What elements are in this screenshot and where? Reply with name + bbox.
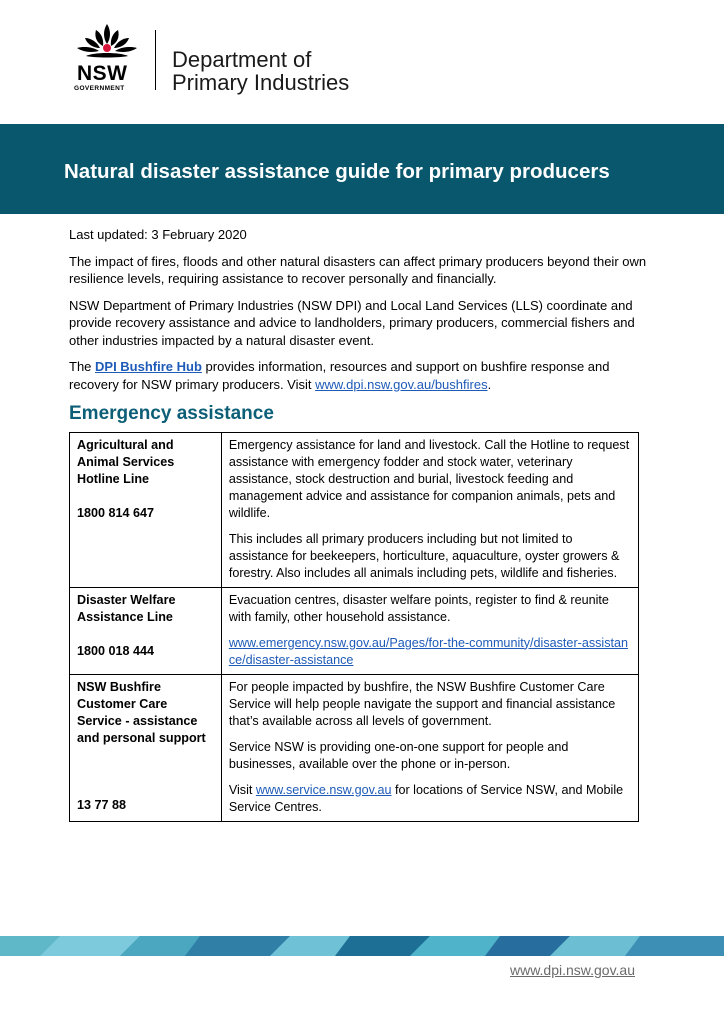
- service-description-cell: [221, 587, 638, 674]
- intro-paragraph-2: NSW Department of Primary Industries (NSW DPI) and Local Land Services (LLS) coordinate and provide recovery assistance and advice to landholders, primary producers, commercial fishers and other industries impacted by a natural disaster event.: [69, 297, 635, 348]
- header-divider: [155, 30, 156, 90]
- table-row: [70, 587, 639, 674]
- nsw-government-logo[interactable]: [72, 22, 142, 94]
- footer-stripe: [0, 936, 724, 956]
- page-header: [0, 0, 724, 124]
- service-name-cell: [70, 587, 222, 674]
- service-description: Service NSW is providing one-on-one support for people and businesses, available over the phone or in-person.: [228, 739, 569, 771]
- page-title: Natural disaster assistance guide for primary producers: [64, 160, 610, 183]
- dpi-bushfire-hub-link[interactable]: DPI Bushfire Hub: [95, 359, 202, 374]
- desc3-suffix: for locations of Service NSW, and Mobile Service Centres.: [228, 782, 624, 814]
- bushfires-url-link[interactable]: www.dpi.nsw.gov.au/bushfires: [315, 376, 488, 392]
- para3-prefix: The: [69, 359, 96, 374]
- main-content: [69, 226, 659, 822]
- service-description: This includes all primary producers including but not limited to assistance for beekeepers, horticulture, aquaculture, oyster growers & forestry. Also includes all animals including pets, wildlife and fisheries.: [228, 531, 620, 580]
- para3-suffix: .: [487, 376, 492, 392]
- intro-paragraph-3: [69, 358, 659, 393]
- table-row: [70, 674, 639, 821]
- department-line-2: Primary Industries: [172, 70, 350, 95]
- emergency-nsw-link[interactable]: www.emergency.nsw.gov.au/Pages/for-the-community/disaster-assistance/disaster-assistance: [228, 635, 629, 667]
- service-description: [229, 782, 631, 816]
- section-heading: Emergency assistance: [69, 403, 274, 424]
- desc3-prefix: Visit: [228, 782, 256, 797]
- assistance-table: [69, 432, 639, 822]
- service-name-cell: [70, 432, 222, 587]
- service-name: Disaster Welfare Assistance Line: [77, 592, 176, 624]
- service-description-cell: [221, 432, 638, 587]
- service-nsw-link[interactable]: www.service.nsw.gov.au: [255, 782, 392, 797]
- logo-nsw-text: NSW: [77, 62, 128, 85]
- service-phone: 1800 814 647: [77, 505, 155, 520]
- service-description: Emergency assistance for land and livestock. Call the Hotline to request assistance with emergency fodder and stock water, veterinary assistance, stock destruction and burial, livestock feeding and management advice and assistance for companion animals, pets and wildlife.: [228, 437, 630, 520]
- table-row: [70, 432, 639, 587]
- service-phone: 1800 018 444: [77, 643, 155, 658]
- intro-paragraph-1: The impact of fires, floods and other natural disasters can affect primary producers beyond their own resilience levels, requiring assistance to recover personally and financially.: [69, 253, 647, 286]
- service-name-cell: [70, 674, 222, 821]
- last-updated: Last updated: 3 February 2020: [69, 227, 247, 242]
- service-phone: 13 77 88: [77, 797, 127, 812]
- service-name: NSW Bushfire Customer Care Service - assistance and personal support: [77, 679, 206, 745]
- service-description: For people impacted by bushfire, the NSW Bushfire Customer Care Service will help people navigate the support and financial assistance that’s available across all levels of government.: [228, 679, 616, 728]
- department-line-1: Department of: [172, 47, 312, 72]
- waratah-icon: [72, 22, 142, 64]
- service-description-cell: [221, 674, 638, 821]
- logo-government-text: GOVERNMENT: [74, 85, 125, 92]
- para3-middle: provides information, resources and support on bushfire response and recovery for NSW primary producers. Visit: [69, 359, 610, 392]
- department-name: [172, 48, 349, 94]
- service-name: Agricultural and Animal Services Hotline Line: [77, 437, 175, 486]
- service-description: Evacuation centres, disaster welfare points, register to find & reunite with family, other household assistance.: [228, 592, 609, 624]
- footer-website-link[interactable]: www.dpi.nsw.gov.au: [509, 962, 635, 978]
